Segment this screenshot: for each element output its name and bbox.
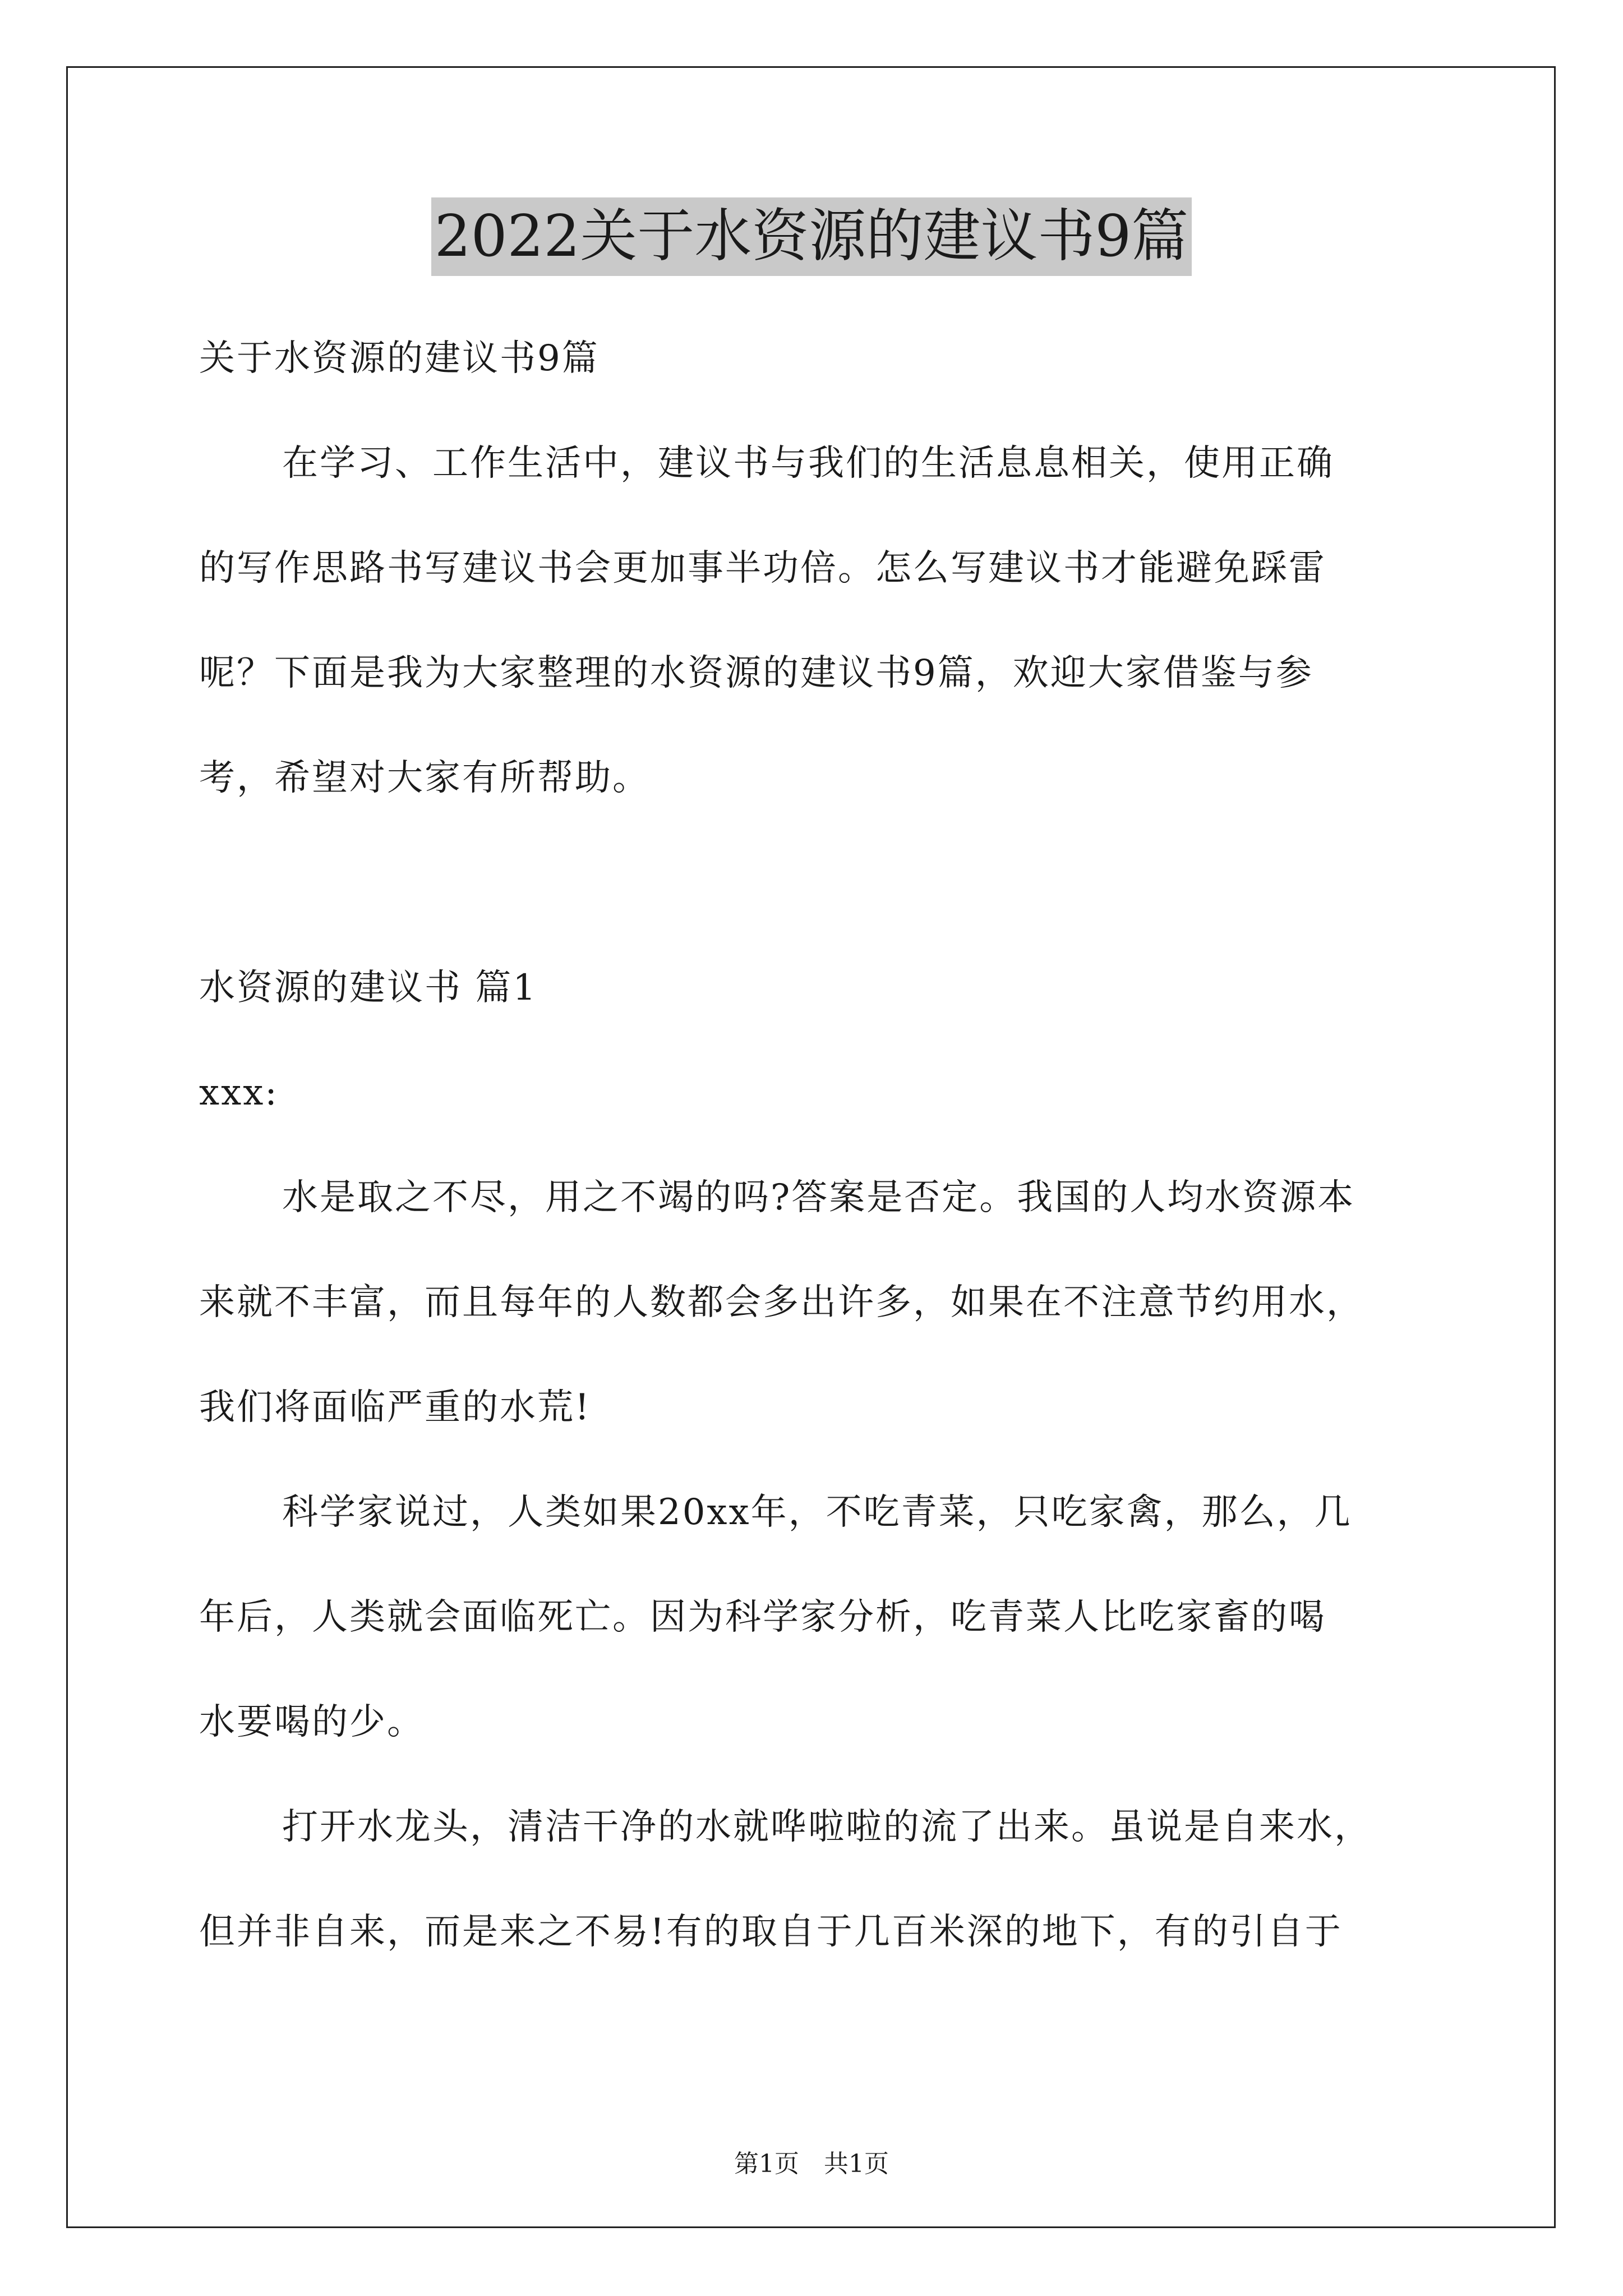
intro-line: 的写作思路书写建议书会更加事半功倍。怎么写建议书才能避免踩雷 bbox=[199, 547, 1326, 589]
page-footer: 第1页 共1页 bbox=[734, 2150, 889, 2178]
intro-line: 呢？下面是我为大家整理的水资源的建议书9篇，欢迎大家借鉴与参 bbox=[199, 652, 1313, 694]
paragraph-line: 来就不丰富，而且每年的人数都会多出许多，如果在不注意节约用水， bbox=[199, 1282, 1364, 1323]
document-subtitle: 关于水资源的建议书9篇 bbox=[199, 338, 600, 379]
intro-line: 考，希望对大家有所帮助。 bbox=[199, 757, 650, 799]
section-heading: 水资源的建议书 篇1 bbox=[199, 967, 538, 1009]
paragraph-line: 但并非自来，而是来之不易!有的取自于几百米深的地下，有的引自于 bbox=[199, 1911, 1343, 1953]
document-title: 2022关于水资源的建议书9篇 bbox=[431, 197, 1192, 276]
paragraph-line: 年后，人类就会面临死亡。因为科学家分析，吃青菜人比吃家畜的喝 bbox=[199, 1596, 1326, 1638]
title-container bbox=[0, 197, 1623, 276]
paragraph-line: 我们将面临严重的水荒! bbox=[199, 1387, 591, 1428]
blank-line bbox=[199, 831, 1438, 936]
paragraph-line: 打开水龙头，清洁干净的水就哗啦啦的流了出来。虽说是自来水， bbox=[282, 1806, 1372, 1848]
intro-line: 在学习、工作生活中，建议书与我们的生活息息相关，使用正确 bbox=[282, 443, 1334, 484]
paragraph-line: 水要喝的少。 bbox=[199, 1701, 425, 1743]
document-body bbox=[199, 306, 1438, 1985]
paragraph-line: 水是取之不尽，用之不竭的吗?答案是否定。我国的人均水资源本 bbox=[282, 1177, 1355, 1218]
salutation: xxx: bbox=[199, 1072, 279, 1114]
paragraph-line: 科学家说过，人类如果20xx年，不吃青菜，只吃家禽，那么，几 bbox=[282, 1492, 1352, 1533]
